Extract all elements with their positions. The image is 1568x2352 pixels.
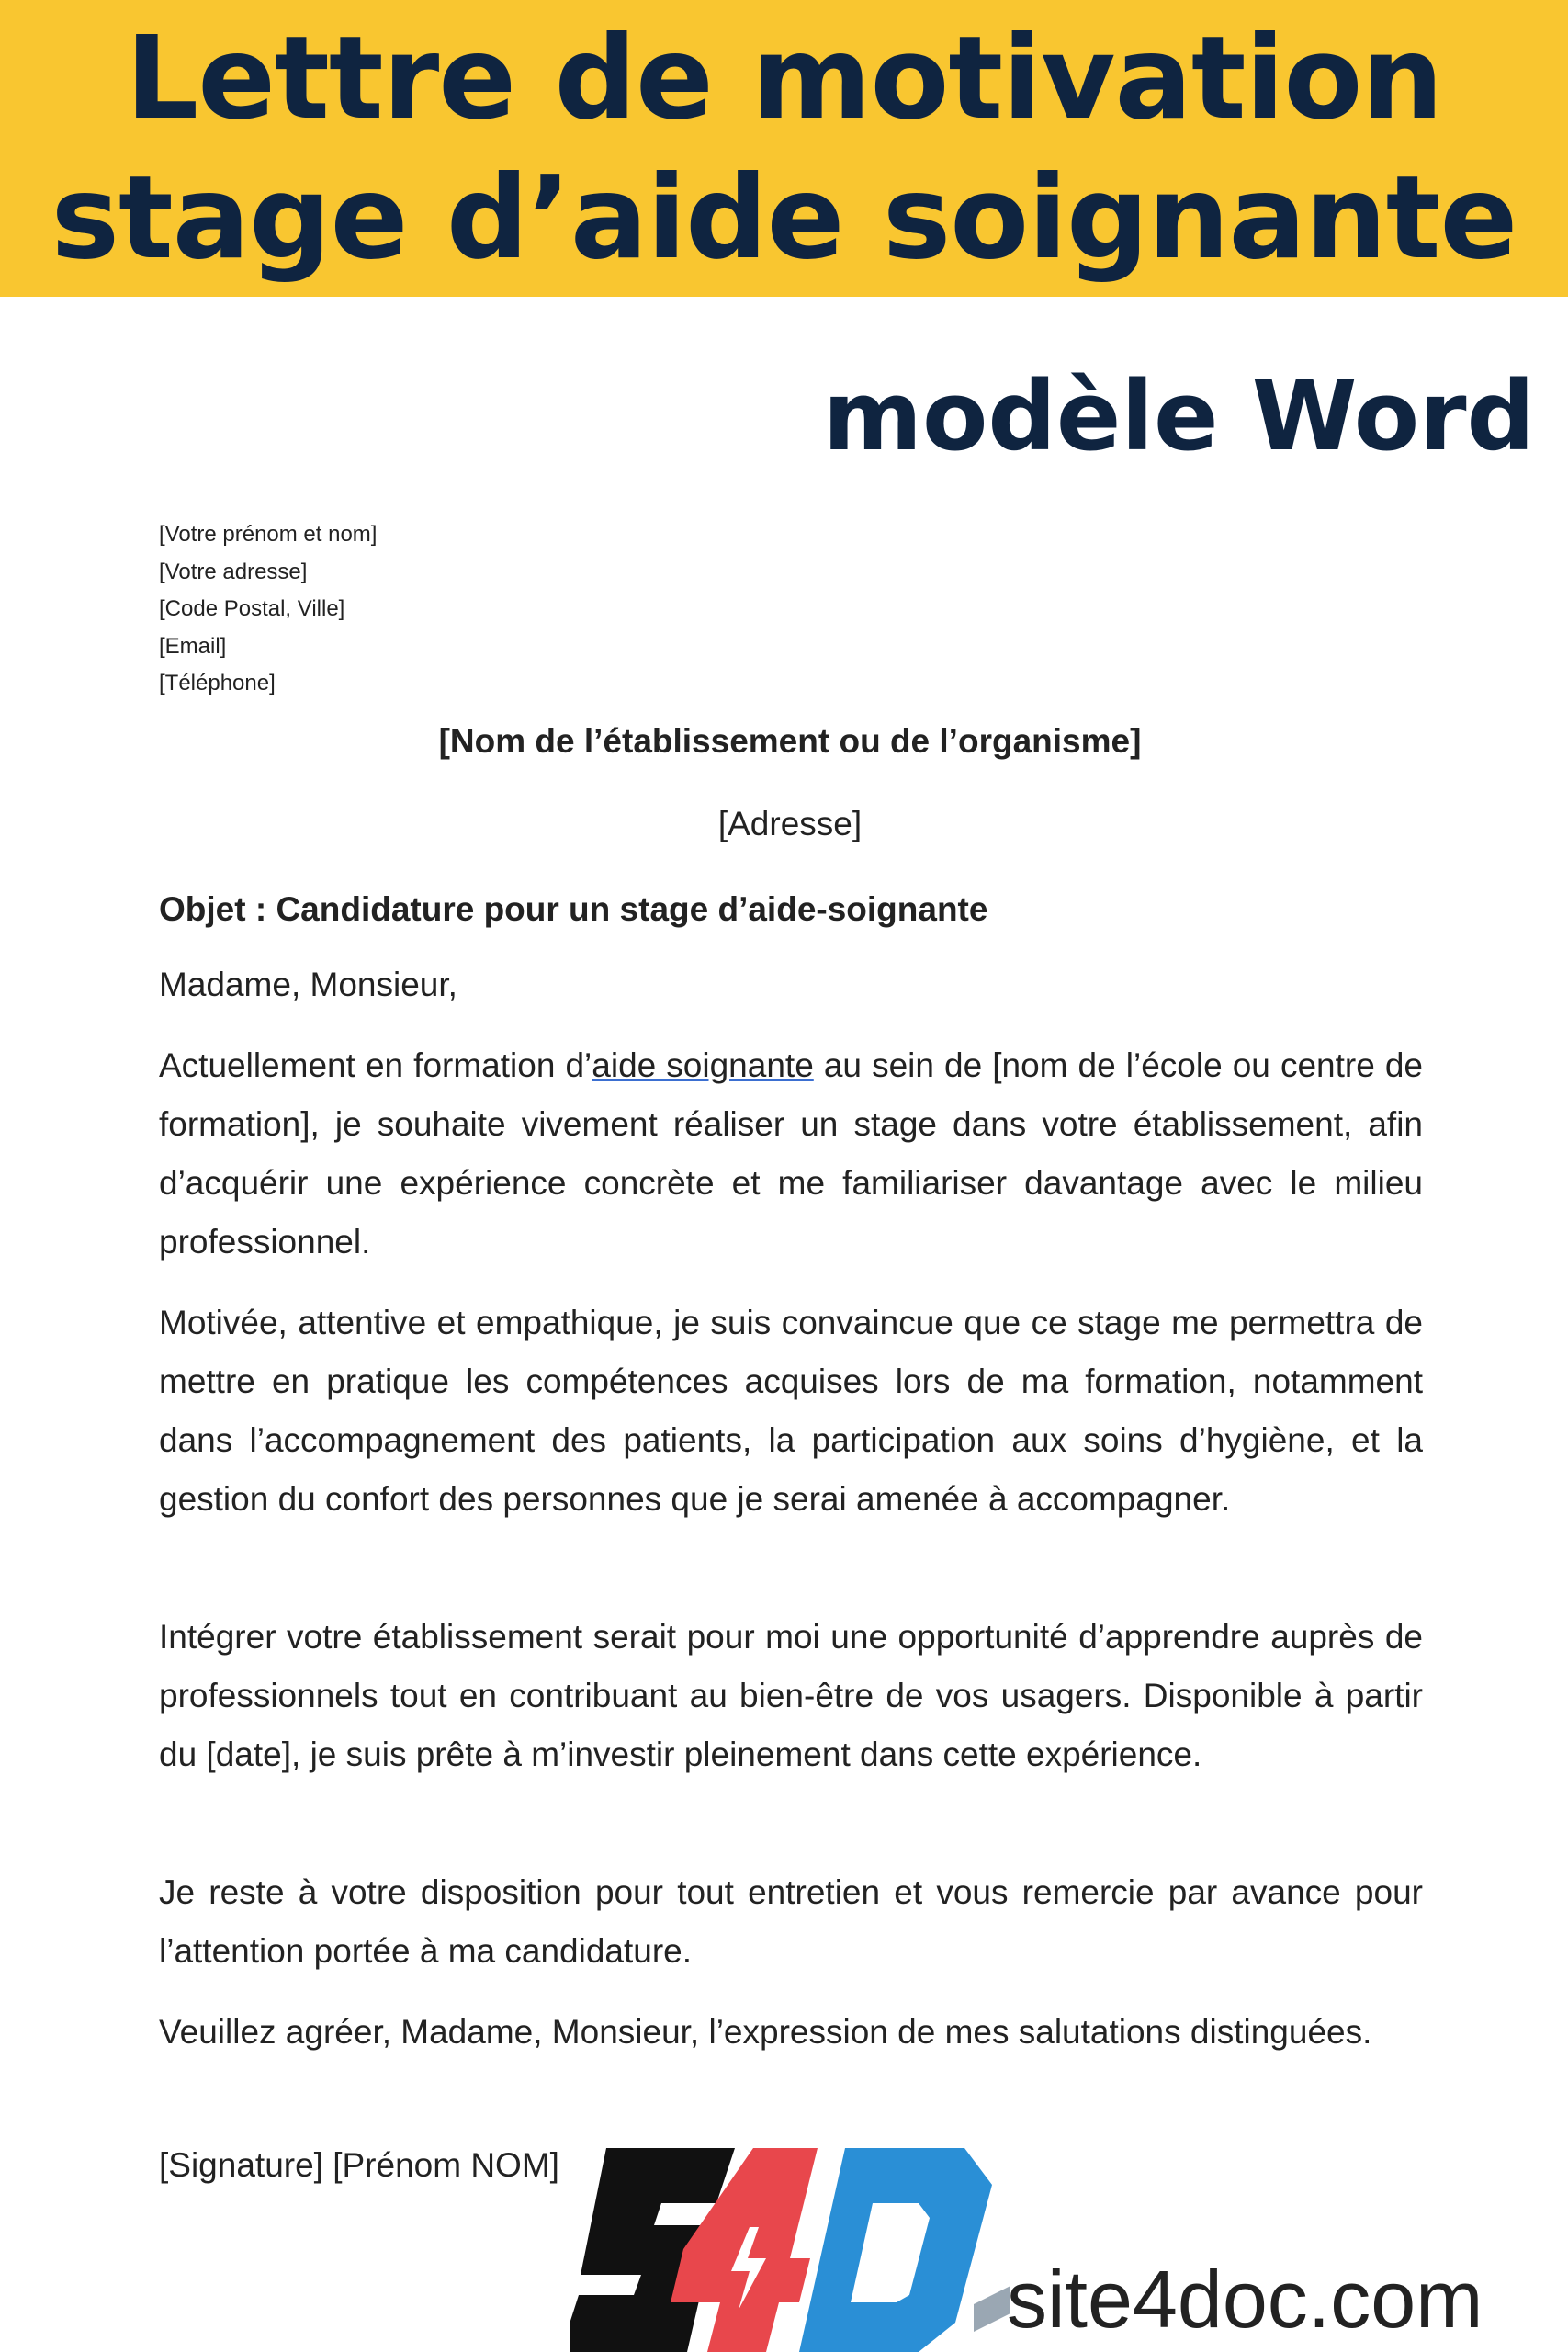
title-line-1: Lettre de motivation	[125, 11, 1443, 145]
paragraph-1	[159, 1036, 1423, 1272]
aide-soignante-link: aide soignante	[592, 1046, 814, 1084]
paragraph-1-end: au sein de [nom de l’école ou centre de formation], je souhaite vivement réaliser un stage dans votre établissement, afin d’acquérir une expérience concrète et me familiariser davantage avec le milieu professionnel.	[159, 1046, 1424, 1261]
title-line-2: stage d’aide soignante	[51, 151, 1517, 285]
paragraph-1-start: Actuellement en formation d’	[159, 1046, 592, 1084]
paragraph-3: Intégrer votre établissement serait pour moi une opportunité d’apprendre auprès de professionnels tout en contribuant au bien-être de vos usagers. Disponible à partir du [date], je suis prête à m’investir pleinement dans cette expérience.	[159, 1618, 1423, 1773]
sender-address: [Votre adresse]	[159, 559, 308, 584]
site-name: site4doc.com	[1007, 2254, 1483, 2345]
signature: [Signature] [Prénom NOM]	[159, 2146, 559, 2184]
letter-object: Objet : Candidature pour un stage d’aide-soignante	[159, 890, 988, 928]
sender-phone: [Téléphone]	[159, 671, 276, 695]
sender-block	[159, 516, 377, 703]
paragraph-4: Je reste à votre disposition pour tout entretien et vous remercie par avance pour l’attention portée à ma candidature.	[159, 1873, 1423, 1970]
recipient-name: [Nom de l’établissement ou de l’organisme]	[438, 722, 1142, 760]
paragraph-2: Motivée, attentive et empathique, je suis convaincue que ce stage me permettra de mettre en pratique les compétences acquises lors de ma formation, notamment dans l’accompagnement des patients, la participation aux soins d’hygiène, et la gestion du confort des personnes que je serai amenée à accompagner.	[159, 1304, 1423, 1518]
sender-email: [Email]	[159, 633, 227, 659]
paragraph-5: Veuillez agréer, Madame, Monsieur, l’expression de mes salutations distinguées.	[159, 2013, 1372, 2051]
sender-postal: [Code Postal, Ville]	[159, 596, 345, 621]
title-banner	[0, 0, 1568, 297]
recipient-address: [Adresse]	[717, 805, 863, 842]
subtitle: modèle Word	[822, 360, 1535, 472]
letter-greeting: Madame, Monsieur,	[159, 966, 457, 1003]
site4doc-logo	[570, 2148, 1010, 2352]
sender-name: [Votre prénom et nom]	[159, 522, 378, 547]
